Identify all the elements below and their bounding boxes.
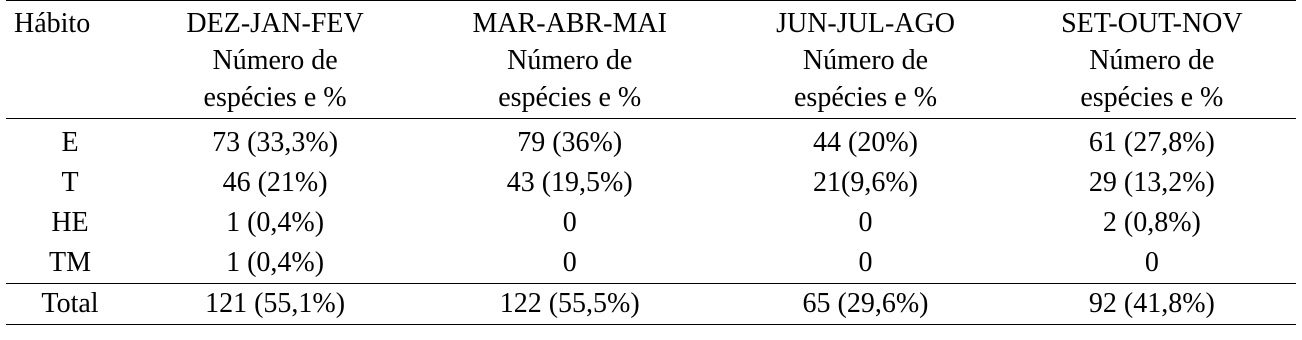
value-cell: 1 (0,4%) — [226, 247, 325, 278]
table-row — [6, 163, 1296, 203]
habit-cell: HE — [51, 207, 89, 238]
value-cell: 1 (0,4%) — [226, 207, 325, 238]
species-habit-table — [6, 0, 1296, 325]
table-row — [6, 243, 1296, 284]
value-cell: 73 (33,3%) — [212, 127, 339, 158]
table-row — [6, 119, 1296, 164]
header-season-3 — [723, 1, 1007, 119]
total-label: Total — [6, 284, 134, 325]
value-cell: 2 (0,8%) — [1102, 207, 1201, 238]
header-season-subtitle: Número de — [1089, 45, 1215, 76]
table-header — [6, 1, 1296, 119]
value-cell: 0 — [562, 207, 577, 238]
habit-cell: T — [61, 167, 79, 198]
value-cell: 0 — [562, 247, 577, 278]
header-season-subtitle: espécies e % — [794, 82, 938, 113]
header-season-1 — [134, 1, 416, 119]
value-cell: 46 (21%) — [222, 167, 328, 198]
total-cell: 92 (41,8%) — [1008, 284, 1296, 325]
header-season-2 — [416, 1, 723, 119]
habit-cell: E — [61, 127, 79, 158]
total-cell: 121 (55,1%) — [134, 284, 416, 325]
value-cell: 0 — [1144, 247, 1159, 278]
table-row — [6, 203, 1296, 243]
table-body — [6, 119, 1296, 284]
header-season-subtitle: espécies e % — [498, 82, 642, 113]
header-season-name: SET-OUT-NOV — [1061, 8, 1243, 39]
value-cell: 29 (13,2%) — [1088, 167, 1215, 198]
header-season-subtitle: espécies e % — [203, 82, 347, 113]
header-season-4 — [1008, 1, 1296, 119]
header-season-subtitle: Número de — [212, 45, 338, 76]
header-season-subtitle: Número de — [507, 45, 633, 76]
total-row — [6, 284, 1296, 325]
value-cell: 61 (27,8%) — [1088, 127, 1215, 158]
value-cell: 43 (19,5%) — [506, 167, 633, 198]
header-habit — [6, 1, 134, 119]
header-season-name: MAR-ABR-MAI — [472, 8, 667, 39]
total-cell: 122 (55,5%) — [416, 284, 723, 325]
total-cell: 65 (29,6%) — [723, 284, 1007, 325]
habit-cell: TM — [49, 247, 91, 278]
value-cell: 0 — [858, 207, 873, 238]
value-cell: 0 — [858, 247, 873, 278]
header-season-name: JUN-JUL-AGO — [776, 8, 955, 39]
header-row — [6, 1, 1296, 119]
value-cell: 79 (36%) — [517, 127, 623, 158]
header-season-name: DEZ-JAN-FEV — [186, 8, 364, 39]
header-habit-label: Hábito — [14, 8, 91, 39]
value-cell: 44 (20%) — [813, 127, 919, 158]
header-season-subtitle: Número de — [802, 45, 929, 76]
header-season-subtitle: espécies e % — [1080, 82, 1224, 113]
value-cell: 21(9,6%) — [813, 167, 919, 198]
table-footer — [6, 284, 1296, 325]
